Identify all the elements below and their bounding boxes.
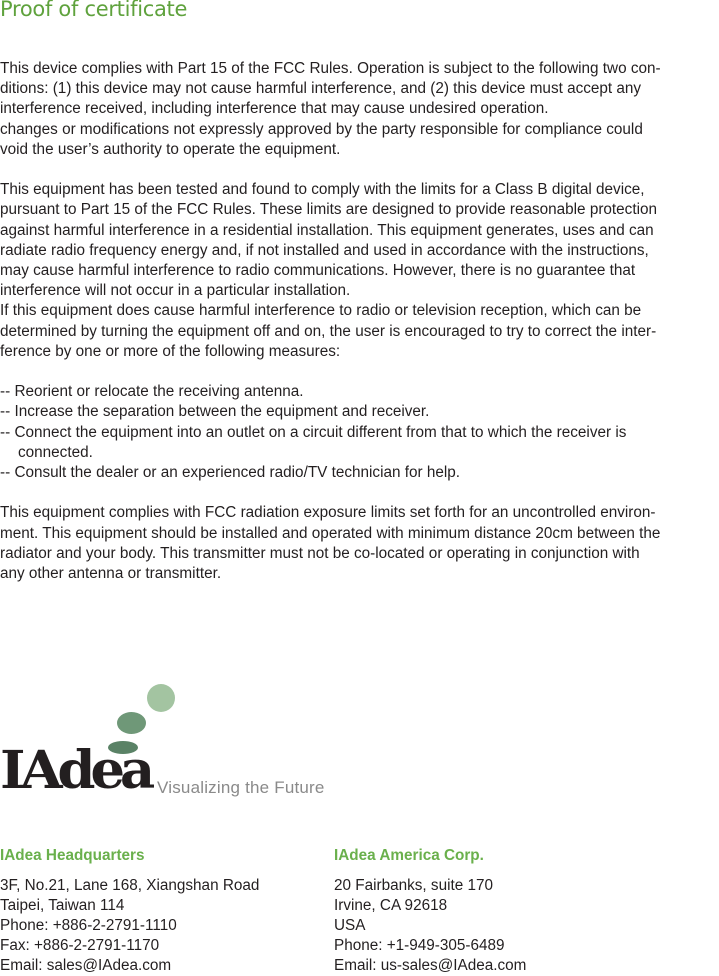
america-address-line: Irvine, CA 92618 xyxy=(334,897,448,914)
text-line: ference by one or more of the following measures: xyxy=(0,342,341,360)
hq-address-line: 3F, No.21, Lane 168, Xiangshan Road xyxy=(0,877,260,894)
text-line: void the user’s authority to operate the equipment. xyxy=(0,140,341,158)
america-phone: Phone: +1-949-305-6489 xyxy=(334,937,505,954)
text-line: any other antenna or transmitter. xyxy=(0,565,222,583)
text-line: This equipment complies with FCC radiation exposure limits set forth for an uncontrolled environ- xyxy=(0,504,656,522)
measure-item: -- Consult the dealer or an experienced radio/TV technician for help. xyxy=(0,464,461,482)
text-line: pursuant to Part 15 of the FCC Rules. These limits are designed to provide reasonable protection xyxy=(0,201,657,219)
text-line: If this equipment does cause harmful interference to radio or television reception, which can be xyxy=(0,302,642,320)
measure-item: -- Increase the separation between the equipment and receiver. xyxy=(0,403,430,421)
america-country: USA xyxy=(334,917,366,934)
logo-wordmark: IAdea xyxy=(0,740,150,801)
text-line: radiate radio frequency energy and, if not installed and used in accordance with the instructions, xyxy=(0,241,649,259)
hq-contact-block xyxy=(0,846,259,976)
text-line: This device complies with Part 15 of the FCC Rules. Operation is subject to the following two con- xyxy=(0,60,661,77)
text-line: ment. This equipment should be installed and operated with minimum distance 20cm between the xyxy=(0,524,661,542)
text-line: may cause harmful interference to radio communications. However, there is no guarantee that xyxy=(0,262,636,280)
hq-phone: Phone: +886-2-2791-1110 xyxy=(0,917,177,934)
hq-fax: Fax: +886-2-2791-1170 xyxy=(0,937,160,954)
america-contact-block xyxy=(334,846,526,976)
logo-dot-light-icon xyxy=(147,684,175,712)
text-line: radiator and your body. This transmitter must not be co-located or operating in conjunction with xyxy=(0,544,640,562)
text-line: interference received, including interference that may cause undesired operation. xyxy=(0,100,549,118)
text-line: interference will not occur in a particular installation. xyxy=(0,282,351,300)
paragraph-gap xyxy=(0,483,719,503)
measure-item: -- Connect the equipment into an outlet on a circuit different from that to which the receiver is xyxy=(0,423,627,441)
text-line: against harmful interference in a residential installation. This equipment generates, uses and can xyxy=(0,221,654,239)
hq-email: Email: sales@IAdea.com xyxy=(0,957,172,974)
hq-heading: IAdea Headquarters xyxy=(0,847,145,864)
text-line: determined by turning the equipment off and on, the user is encouraged to try to correct the inter- xyxy=(0,322,657,340)
hq-address-line: Taipei, Taiwan 114 xyxy=(0,897,125,914)
logo-dot-mid-icon xyxy=(117,712,146,734)
america-address-line: 20 Fairbanks, suite 170 xyxy=(334,877,494,894)
america-heading: IAdea America Corp. xyxy=(334,847,484,864)
text-line: This equipment has been tested and found to comply with the limits for a Class B digital device, xyxy=(0,181,645,199)
iadea-logo xyxy=(0,682,360,806)
text-line: changes or modifications not expressly approved by the party responsible for compliance could xyxy=(0,120,643,138)
paragraph-gap xyxy=(0,362,719,382)
measure-item-continuation: connected. xyxy=(18,443,93,461)
page-title: Proof of certificate xyxy=(0,0,188,21)
paragraph-gap xyxy=(0,160,719,180)
america-email: Email: us-sales@IAdea.com xyxy=(334,957,527,974)
text-line: ditions: (1) this device may not cause harmful interference, and (2) this device must accept any xyxy=(0,80,642,98)
logo-tagline: Visualizing the Future xyxy=(157,778,325,797)
measure-item: -- Reorient or relocate the receiving antenna. xyxy=(0,383,304,401)
fcc-statement xyxy=(0,59,719,584)
